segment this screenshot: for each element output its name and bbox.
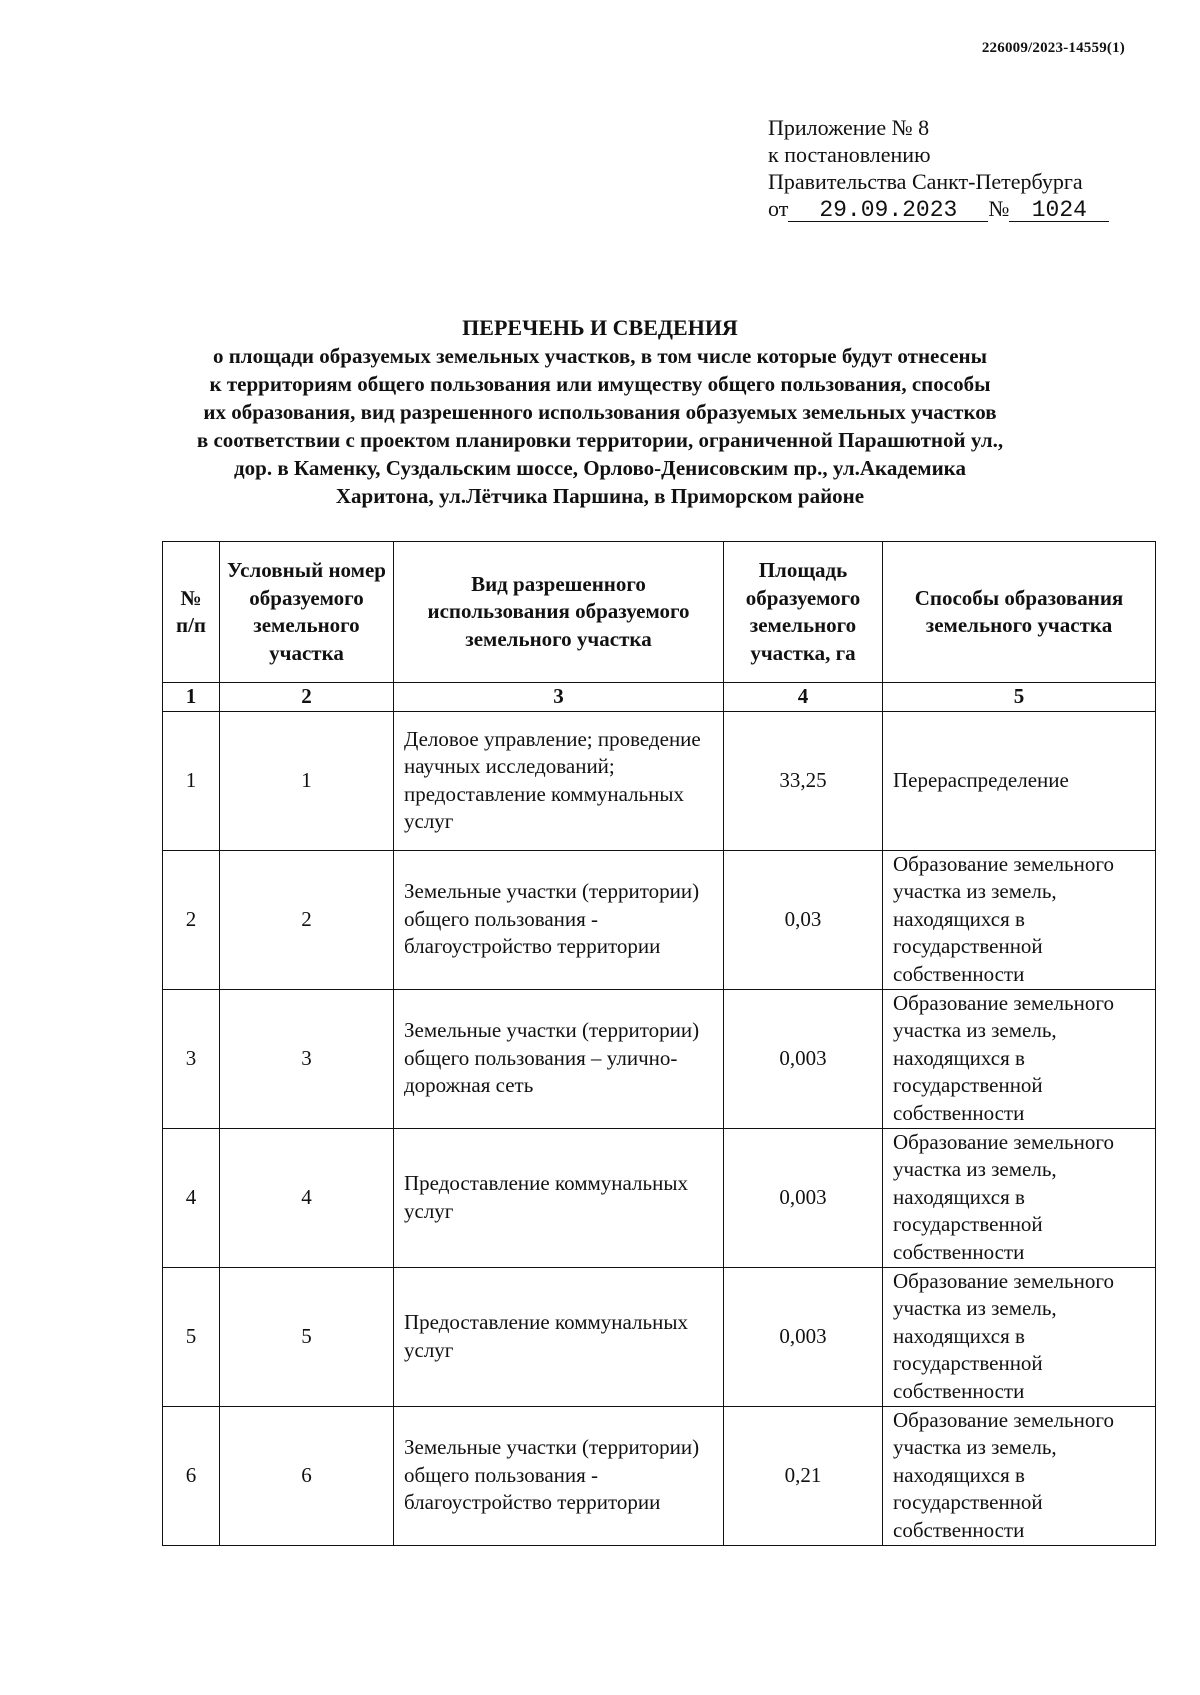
row-formation-method: Образование земельного участка из земель, находящихся в государственной собственности [883,850,1156,989]
row-permitted-use: Земельные участки (территории) общего пользования - благоустройство территории [394,1406,724,1545]
column-number: 4 [724,683,883,712]
header-parcel-number: Условный номер образуемого земельного участка [220,542,394,683]
title-line-4: в соответствии с проектом планировки территории, ограниченной Парашютной ул., [196,428,1004,452]
row-area: 0,03 [724,850,883,989]
row-index: 3 [163,989,220,1128]
decree-date: 29.09.2023 [788,199,988,222]
row-index: 2 [163,850,220,989]
header-formation-method: Способы образования земельного участка [883,542,1156,683]
table-row [163,850,1156,989]
row-area: 0,21 [724,1406,883,1545]
row-index: 4 [163,1128,220,1267]
row-formation-method: Образование земельного участка из земель, находящихся в государственной собственности [883,1128,1156,1267]
row-permitted-use: Земельные участки (территории) общего пользования – улично-дорожная сеть [394,989,724,1128]
column-number: 1 [163,683,220,712]
column-number: 3 [394,683,724,712]
row-area: 0,003 [724,1128,883,1267]
number-prefix: № [988,196,1010,221]
title-line-6: Харитона, ул.Лётчика Паршина, в Приморском районе [335,484,865,508]
table-row [163,1128,1156,1267]
row-index: 1 [163,711,220,850]
row-parcel-number: 1 [220,711,394,850]
row-index: 6 [163,1406,220,1545]
appendix-reference: к постановлению [768,142,931,167]
row-index: 5 [163,1267,220,1406]
table-row [163,711,1156,850]
parcels-table [162,541,1156,1546]
row-area: 0,003 [724,1267,883,1406]
appendix-date-number-line [768,195,1109,222]
table-row [163,1267,1156,1406]
title-line-5: дор. в Каменку, Суздальским шоссе, Орлово-Денисовским пр., ул.Академика [234,456,966,480]
header-index: № п/п [163,542,220,683]
appendix-number: Приложение № 8 [768,115,930,140]
row-formation-method: Образование земельного участка из земель, находящихся в государственной собственности [883,989,1156,1128]
row-formation-method: Образование земельного участка из земель, находящихся в государственной собственности [883,1267,1156,1406]
row-parcel-number: 3 [220,989,394,1128]
row-permitted-use: Предоставление коммунальных услуг [394,1128,724,1267]
table-row [163,1406,1156,1545]
decree-number: 1024 [1009,199,1109,222]
row-parcel-number: 2 [220,850,394,989]
column-numbers-row [163,683,1156,712]
document-title [0,314,1200,510]
title-line-1: о площади образуемых земельных участков, в том числе которые будут отнесены [212,344,988,368]
row-area: 33,25 [724,711,883,850]
title-line-2: к территориям общего пользования или имуществу общего пользования, способы [209,372,991,396]
table-row [163,989,1156,1128]
row-parcel-number: 5 [220,1267,394,1406]
column-number: 2 [220,683,394,712]
row-permitted-use: Земельные участки (территории) общего пользования - благоустройство территории [394,850,724,989]
appendix-issuer: Правительства Санкт-Петербурга [768,169,1083,194]
row-permitted-use: Предоставление коммунальных услуг [394,1267,724,1406]
row-formation-method: Перераспределение [883,711,1156,850]
title-heading: ПЕРЕЧЕНЬ И СВЕДЕНИЯ [462,315,738,340]
title-line-3: их образования, вид разрешенного использования образуемых земельных участков [203,400,997,424]
table-header-row [163,542,1156,683]
date-prefix: от [768,196,789,221]
row-formation-method: Образование земельного участка из земель, находящихся в государственной собственности [883,1406,1156,1545]
column-number: 5 [883,683,1156,712]
row-parcel-number: 6 [220,1406,394,1545]
row-permitted-use: Деловое управление; проведение научных исследований; предоставление коммунальных услуг [394,711,724,850]
header-area: Площадь образуемого земельного участка, га [724,542,883,683]
document-registration-code: 226009/2023-14559(1) [981,40,1125,56]
header-permitted-use: Вид разрешенного использования образуемого земельного участка [394,542,724,683]
row-area: 0,003 [724,989,883,1128]
row-parcel-number: 4 [220,1128,394,1267]
appendix-block [768,114,1109,222]
